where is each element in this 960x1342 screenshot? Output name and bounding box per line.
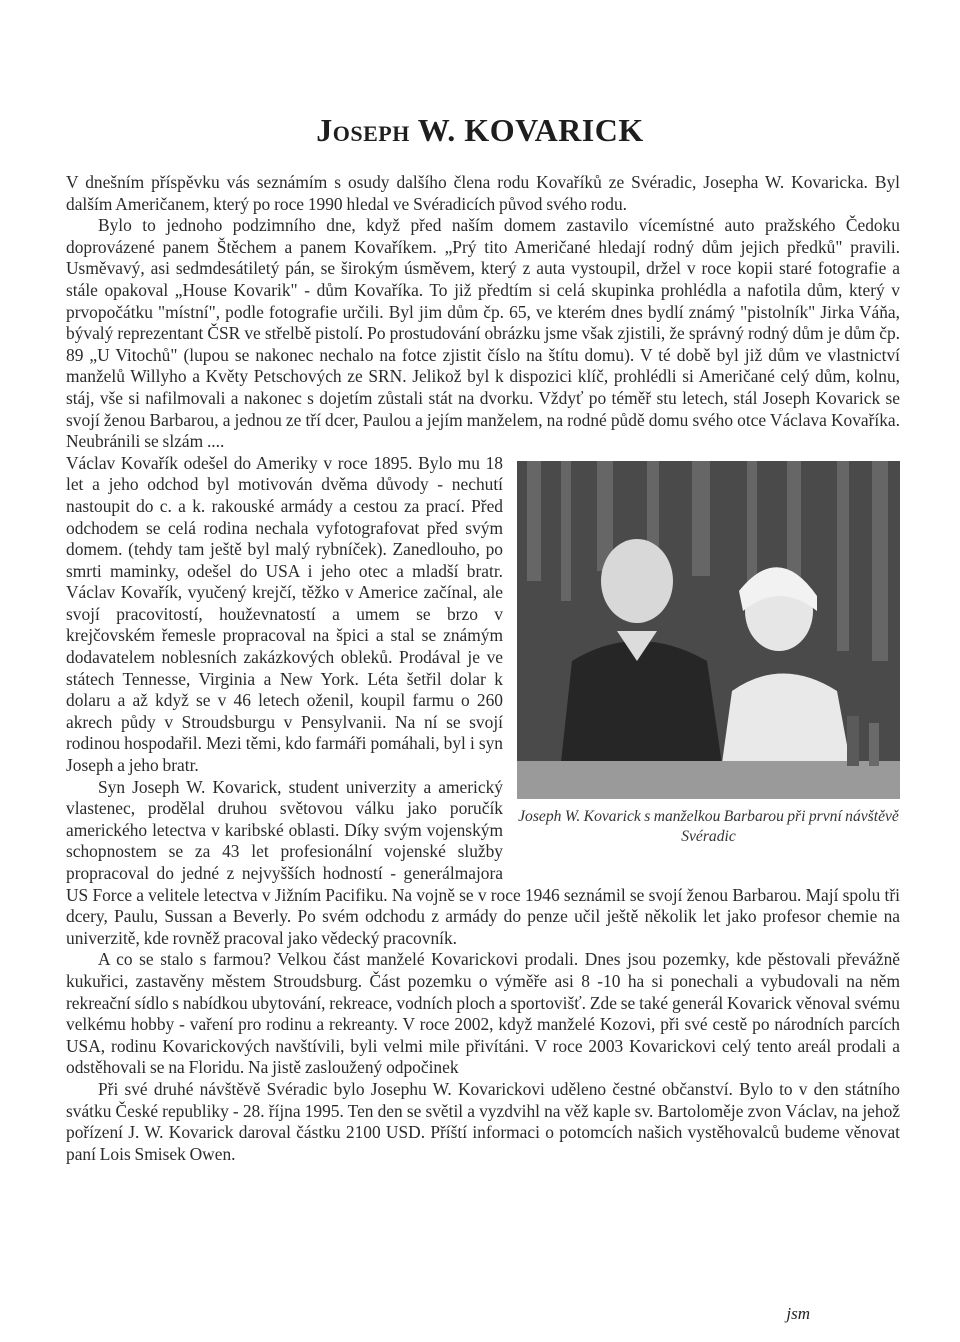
article-body xyxy=(66,172,900,1165)
paragraph-emigration: Václav Kovařík odešel do Ameriky v roce 1895. Bylo mu 18 let a jeho odchod byl motivován dvěma důvody - nechutí nastoupit do c. a k. rakouské armády a cestou za prací. Před odchodem se celá rodina nechala vyfotografovat před svým domem. (tehdy tam ještě byl malý rybníček). Zanedlouho, po smrti maminky, odešel do USA i jeho otec a mladší bratr. Václav Kovařík, vyučený krejčí, těžko v Americe začínal, ale svojí pracovitostí, houževnatostí a umem se brzo v krejčovském řemesle propracoval na špici a stal se známým dodavatelem noblesních zakázkových obleků. Prodával je ve státech Tennesse, Virginia a New York. Léta šetřil dolar k dolaru a až když se v 46 letech oženil, koupil farmu o 260 akrech půdy v Stroudsburgu v Pensylvanii. Na ní se svojí rodinou hospodařil. Mezi těmi, kdo farmáři pomáhali, byl i syn Joseph a jeho bratr. xyxy=(66,452,503,776)
photo-illustration xyxy=(517,461,900,799)
paragraph-intro: V dnešním příspěvku vás seznámím s osudy dalšího člena rodu Kovaříků ze Svéradic, Josepha W. Kovaricka. Byl dalším Američanem, který po roce 1990 hledal ve Svéradicích původ svého rodu. xyxy=(66,172,900,214)
paragraph-career: Syn Joseph W. Kovarick, student univerzity a americký vlastenec, prodělal druhou světovou válku jako poručík amerického letectva v karibské oblasti. Díky svým vojenským schopnostem se za 43 let profesionální vojenské služby propracoval do jedné z nejvyšších hodností - generálmajora US Force a velitele letectva v Jižním Pacifiku. Na vojně se v roce 1946 seznámil se svojí ženou Barbarou. Mají spolu tři dcery, Paulu, Sussan a Beverly. Po svém odchodu z armády do penze učil ještě několik let jako profesor chemie na univerzitě, kde rovněž pracoval jako vědecký pracovník. xyxy=(66,776,900,948)
photo-figure xyxy=(517,461,900,863)
photo xyxy=(517,461,900,799)
paragraph-visit: Bylo to jednoho podzimního dne, když před naším domem zastavilo vícemístné auto pražského Čedoku doprovázené panem Štěchem a panem Kovaříkem. „Prý tito Američané hledají rodný dům jejich předků" pravili. Usměvavý, asi sedmdesátiletý pán, se širokým úsměvem, který z auta vystoupil, držel v roce kopii staré fotografie a stále opakoval „House Kovarik" - dům Kovaříka. To již předtím si celá skupinka prohlédla a nafotila dům, který v prvopočátku "místní", podle fotografie určili. Byl jim dům čp. 65, ve kterém dnes bydlí známý "pistolník" Jirka Váňa, bývalý reprezentant ČSR ve střelbě pistolí. Po prostudování obrázku jsme však zjistili, že správný rodný dům je dům čp. 89 „U Vitochů" (lupou se nakonec nechalo na fotce zjistit číslo na štítu domu). V té době byl již dům ve vlastnictví manželů Willyho a Květy Petschových ze SRN. Jelikož byl k dispozici klíč, prohlédli si Američané celý dům, kolnu, stáj, vše si nafilmovali a nakonec s dojetím zůstali stát na dvorku. Vždyť po téměř stu letech, stál Joseph Kovarick se svojí ženou Barbarou, a jednou ze tří dcer, Paulou a jejím manželem, na rodné půdě domu svého otce Václava Kovaříka. Neubránili se slzám .... xyxy=(66,215,900,452)
paragraph-citizenship: Při své druhé návštěvě Svéradic bylo Josephu W. Kovarickovi uděleno čestné občanství. Bylo to v den státního svátku České republiky - 28. října 1995. Ten den se světil a vyzdvihl na věž kaple sv. Bartoloměje zvon Václav, na jehož pořízení J. W. Kovarick daroval částku 2100 USD. Příští informaci o potomcích našich vystěhovalců budeme věnovat paní Lois Smisek Owen. xyxy=(66,1078,900,1164)
author-signature: jsm xyxy=(786,1304,810,1323)
paragraph-farm: A co se stalo s farmou? Velkou část manželé Kovarickovi prodali. Dnes jsou pozemky, kde pěstovali převážně kukuřici, zastavěny městem Stroudsburg. Část pozemku o výměře asi 8 -10 ha si ponechali a vybudovali na něm rekreační sídlo s nabídkou ubytování, rekreace, vodních ploch a sportovišť. Zde se také generál Kovarick věnoval svému velkému hobby - vaření pro rodinu a rekreanty. V roce 2002, když manželé Kozovi, při své cestě po národních parcích USA, rodinu Kovarickových navštívili, byli velmi mile přivítáni. V roce 2003 Kovarickovi celý tento areál prodali a odstěhovali se na Floridu. Na jistě zasloužený odpočinek xyxy=(66,949,900,1078)
photo-caption: Joseph W. Kovarick s manželkou Barbarou při první návštěvě Svéradic xyxy=(518,807,899,845)
article-title: Joseph W. KOVARICK xyxy=(316,112,644,148)
